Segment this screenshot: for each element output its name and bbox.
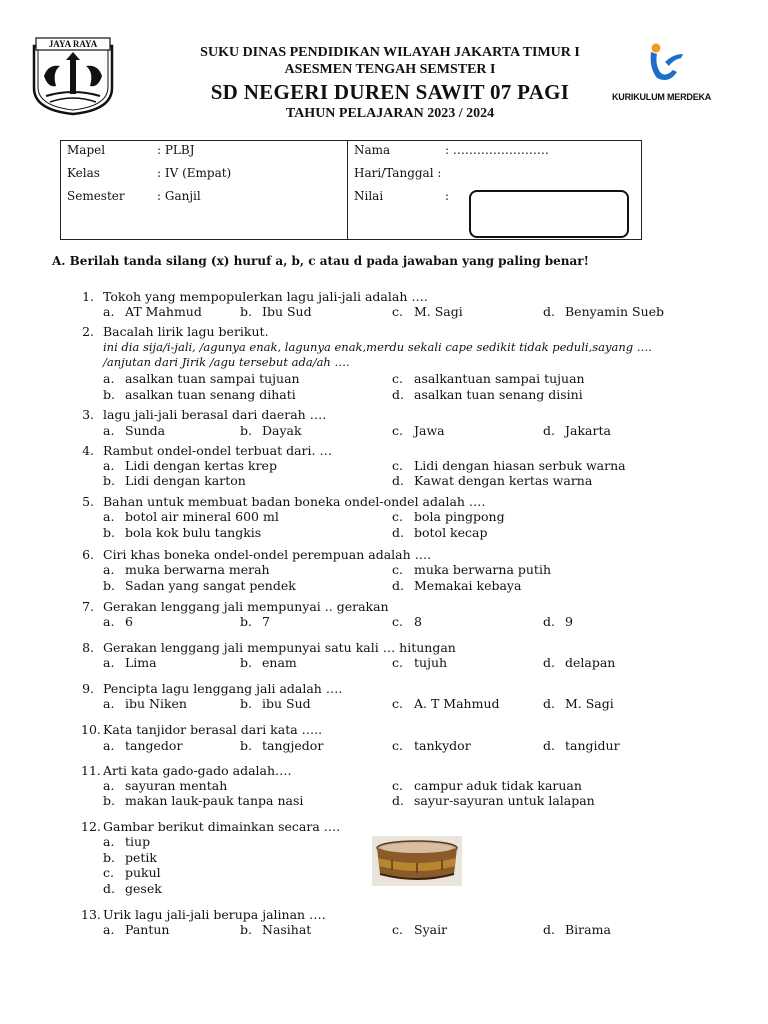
question-number: 11. <box>81 763 101 778</box>
lyric-line-1: ini dia sija/i-jali, /agunya enak, lagunya enak,merdu sekali cape sedikit tidak peduli,sayang …. <box>103 340 652 354</box>
option-d[interactable]: d. sayur-sayuran untuk lalapan <box>392 793 595 808</box>
option-c[interactable]: c. asalkantuan sampai tujuan <box>392 371 585 386</box>
option-c[interactable]: c. Syair <box>392 922 448 937</box>
semester-value: : Ganjil <box>157 189 201 203</box>
option-d[interactable]: d. Benyamin Sueb <box>543 304 665 319</box>
question-text: Pencipta lagu lenggang jali adalah …. <box>103 681 343 696</box>
option-c[interactable]: c. pukul <box>103 865 161 880</box>
nilai-score-box[interactable] <box>469 190 629 238</box>
question-number: 4. <box>82 443 94 458</box>
option-a[interactable]: a. Sunda <box>103 423 166 438</box>
question-number: 13. <box>81 907 101 922</box>
option-d[interactable]: d. asalkan tuan senang disini <box>392 387 583 402</box>
question-text: Ciri khas boneka ondel-ondel perempuan adalah …. <box>103 547 432 562</box>
option-a[interactable]: a. 6 <box>103 614 133 629</box>
option-d[interactable]: d. delapan <box>543 655 616 670</box>
question-text: Kata tanjidor berasal dari kata ….. <box>103 722 323 737</box>
hari-tanggal-label: Hari/Tanggal : <box>354 166 442 180</box>
nilai-label: Nilai <box>354 189 384 203</box>
option-c[interactable]: c. campur aduk tidak karuan <box>392 778 582 793</box>
question-number: 7. <box>82 599 94 614</box>
question-text: Urik lagu jali-jali berupa jalinan …. <box>103 907 326 922</box>
question-text: Bahan untuk membuat badan boneka ondel-ondel adalah …. <box>103 494 486 509</box>
question-number: 3. <box>82 407 94 422</box>
option-c[interactable]: c. tujuh <box>392 655 448 670</box>
question-number: 9. <box>82 681 94 696</box>
option-a[interactable]: a. asalkan tuan sampai tujuan <box>103 371 300 386</box>
question-number: 8. <box>82 640 94 655</box>
option-a[interactable]: a. sayuran mentah <box>103 778 228 793</box>
nama-field[interactable]: : …………………… <box>445 143 549 157</box>
option-d[interactable]: d. tangidur <box>543 738 620 753</box>
option-b[interactable]: b. 7 <box>240 614 270 629</box>
drum-image <box>372 836 462 886</box>
jaya-raya-logo <box>30 36 116 116</box>
option-c[interactable]: c. bola pingpong <box>392 509 505 524</box>
option-c[interactable]: c. Jawa <box>392 423 445 438</box>
question-text: Arti kata gado-gado adalah…. <box>103 763 292 778</box>
option-d[interactable]: d. gesek <box>103 881 162 896</box>
option-a[interactable]: a. tiup <box>103 834 151 849</box>
option-b[interactable]: b. Dayak <box>240 423 302 438</box>
option-a[interactable]: a. Lidi dengan kertas krep <box>103 458 277 473</box>
option-d[interactable]: d. Birama <box>543 922 611 937</box>
question-text: Rambut ondel-ondel terbuat dari. … <box>103 443 332 458</box>
mapel-label: Mapel <box>67 143 106 157</box>
question-text: Gerakan lenggang jali mempunyai satu kali … hitungan <box>103 640 456 655</box>
academic-year: TAHUN PELAJARAN 2023 / 2024 <box>285 106 495 121</box>
question-number: 5. <box>82 494 94 509</box>
option-d[interactable]: d. Kawat dengan kertas warna <box>392 473 593 488</box>
option-b[interactable]: b. ibu Sud <box>240 696 311 711</box>
option-d[interactable]: d. botol kecap <box>392 525 488 540</box>
option-d[interactable]: d. 9 <box>543 614 573 629</box>
option-c[interactable]: c. muka berwarna putih <box>392 562 552 577</box>
question-text: lagu jali-jali berasal dari daerah …. <box>103 407 327 422</box>
question-number: 2. <box>82 324 94 339</box>
question-number: 6. <box>82 547 94 562</box>
nilai-colon: : <box>445 189 450 203</box>
option-b[interactable]: b. petik <box>103 850 157 865</box>
option-a[interactable]: a. muka berwarna merah <box>103 562 270 577</box>
kelas-label: Kelas <box>67 166 100 180</box>
option-a[interactable]: a. ibu Niken <box>103 696 187 711</box>
option-a[interactable]: a. Pantun <box>103 922 170 937</box>
kurikulum-merdeka-logo <box>607 42 727 104</box>
option-c[interactable]: c. A. T Mahmud <box>392 696 500 711</box>
option-c[interactable]: c. tankydor <box>392 738 471 753</box>
option-a[interactable]: a. tangedor <box>103 738 183 753</box>
question-number: 12. <box>81 819 101 834</box>
option-a[interactable]: a. botol air mineral 600 ml <box>103 509 279 524</box>
option-a[interactable]: a. Lima <box>103 655 157 670</box>
option-b[interactable]: b. bola kok bulu tangkis <box>103 525 262 540</box>
option-d[interactable]: d. Jakarta <box>543 423 611 438</box>
option-d[interactable]: d. M. Sagi <box>543 696 614 711</box>
kurikulum-merdeka-caption: KURIKULUM MERDEKA <box>612 92 712 102</box>
option-b[interactable]: b. enam <box>240 655 297 670</box>
section-a-instruction: A. Berilah tanda silang (x) huruf a, b, c atau d pada jawaban yang paling benar! <box>52 254 589 268</box>
lyric-line-2: /anjutan dari Jirik /agu tersebut ada/ah …. <box>103 355 350 369</box>
question-text: Gambar berikut dimainkan secara …. <box>103 819 341 834</box>
header-line-2: ASESMEN TENGAH SEMSTER I <box>284 62 496 77</box>
school-name: SD NEGERI DUREN SAWIT 07 PAGI <box>210 80 570 104</box>
table-divider <box>347 141 348 239</box>
option-b[interactable]: b. Sadan yang sangat pendek <box>103 578 296 593</box>
option-b[interactable]: b. asalkan tuan senang dihati <box>103 387 296 402</box>
student-info-table <box>60 140 642 240</box>
question-number: 10. <box>81 722 101 737</box>
question-number: 1. <box>82 289 94 304</box>
question-text: Tokoh yang mempopulerkan lagu jali-jali adalah …. <box>103 289 428 304</box>
option-c[interactable]: c. M. Sagi <box>392 304 463 319</box>
question-text: Bacalah lirik lagu berikut. <box>103 324 269 339</box>
mapel-value: : PLBJ <box>157 143 195 157</box>
option-b[interactable]: b. makan lauk-pauk tanpa nasi <box>103 793 304 808</box>
option-c[interactable]: c. Lidi dengan hiasan serbuk warna <box>392 458 626 473</box>
header-line-1: SUKU DINAS PENDIDIKAN WILAYAH JAKARTA TIMUR I <box>200 45 580 60</box>
semester-label: Semester <box>67 189 125 203</box>
option-d[interactable]: d. Memakai kebaya <box>392 578 522 593</box>
logo-left-text: JAYA RAYA <box>48 39 98 49</box>
option-b[interactable]: b. Lidi dengan karton <box>103 473 246 488</box>
kelas-value: : IV (Empat) <box>157 166 232 180</box>
nama-label: Nama <box>354 143 391 157</box>
option-b[interactable]: b. Nasihat <box>240 922 312 937</box>
option-c[interactable]: c. 8 <box>392 614 422 629</box>
option-a[interactable]: a. AT Mahmud <box>103 304 202 319</box>
option-b[interactable]: b. Ibu Sud <box>240 304 312 319</box>
option-b[interactable]: b. tangjedor <box>240 738 324 753</box>
question-text: Gerakan lenggang jali mempunyai .. gerakan <box>103 599 389 614</box>
